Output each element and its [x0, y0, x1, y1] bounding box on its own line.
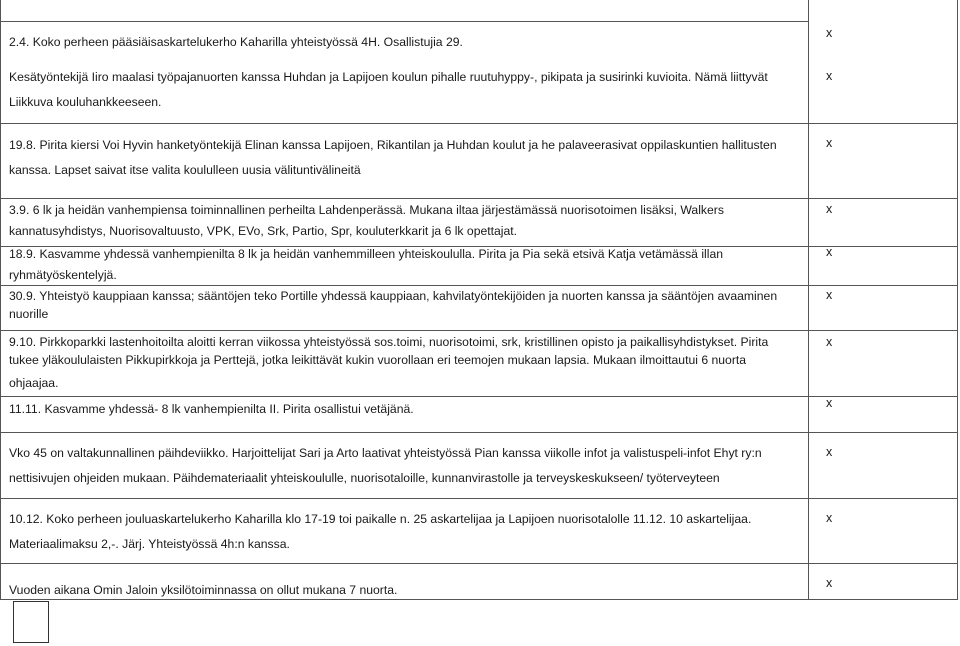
row-divider	[0, 123, 958, 124]
entry-text: ryhmätyöskentelyjä.	[9, 268, 117, 283]
entry-text: nettisivujen ohjeiden mukaan. Päihdemateriaalit yhteiskoululle, nuorisotaloille, kunnanvirastolle ja terveyskeskukseen/ työterveyteen	[9, 471, 720, 486]
entry-text: 2.4. Koko perheen pääsiäisaskartelukerho Kaharilla yhteistyössä 4H. Osallistujia 29.	[9, 35, 463, 49]
table-right-border	[957, 0, 958, 600]
entry-text: nuorille	[9, 307, 49, 322]
status-mark: x	[826, 136, 833, 150]
entry-text: 30.9. Yhteistyö kauppiaan kanssa; sääntöjen teko Portille yhdessä kauppiaan, kahvilatyöntekijöiden ja nuorten kanssa ja sääntöjen avaaminen	[9, 289, 778, 303]
entry-text: Vko 45 on valtakunnallinen päihdeviikko. Harjoittelijat Sari ja Arto laativat yhteistyössä Pian kanssa viikolle infot ja valistuspeli-infot Ehyt ry:n	[9, 446, 762, 460]
row-divider	[0, 330, 958, 331]
entry-text: 19.8. Pirita kiersi Voi Hyvin hanketyöntekijä Elinan kanssa Lapijoen, Rikantilan ja Huhdan koulut ja he palaveerasivat oppilaskuntien hallitusten	[9, 138, 777, 152]
row-divider	[0, 198, 958, 199]
entry-text: 11.11. Kasvamme yhdessä- 8 lk vanhempienilta II. Pirita osallistui vetäjänä.	[9, 402, 414, 416]
row-divider	[0, 432, 958, 433]
entry-text: kanssa. Lapset saivat itse valita koululleen uusia välituntivälineitä	[9, 163, 361, 178]
entry-text: 10.12. Koko perheen jouluaskartelukerho Kaharilla klo 17-19 toi paikalle n. 25 askartelijaa ja Lapijoen nuorisotalolle 11.12. 10 askartelijaa.	[9, 512, 752, 526]
checkbox[interactable]	[13, 601, 49, 643]
status-mark: x	[826, 576, 833, 590]
table-left-border	[0, 0, 1, 600]
row-divider	[0, 563, 958, 564]
entry-text: 18.9. Kasvamme yhdessä vanhempienilta 8 lk ja heidän vanhemmilleen yhteiskoululla. Pirita ja Pia sekä etsivä Katja vetämässä illan	[9, 247, 724, 261]
entry-text: Vuoden aikana Omin Jaloin yksilötoiminnassa on ollut mukana 7 nuorta.	[9, 583, 398, 597]
status-mark: x	[826, 511, 833, 525]
row-divider	[0, 498, 958, 499]
entry-text: Materiaalimaksu 2,-. Järj. Yhteistyössä 4h:n kanssa.	[9, 537, 290, 552]
entry-text: Liikkuva kouluhankkeeseen.	[9, 95, 162, 110]
status-mark: x	[826, 335, 833, 349]
status-mark: x	[826, 445, 833, 459]
status-mark: x	[826, 26, 833, 40]
entry-text: 3.9. 6 lk ja heidän vanhempiensa toiminnallinen perheilta Lahdenperässä. Mukana iltaa järjestämässä nuorisotoimen lisäksi, Walkers	[9, 203, 724, 217]
entry-text: ohjaajaa.	[9, 375, 59, 390]
entry-text: tukee yläkoululaisten Pikkupirkkoja ja Perttejä, jotka leikittävät kukin vuorollaan eri teemojen mukaan lapsia. Mukaan ilmoittautui 6 nuorta	[9, 353, 747, 368]
status-mark: x	[826, 69, 833, 83]
status-mark: x	[826, 396, 833, 410]
status-mark: x	[826, 202, 833, 216]
status-mark: x	[826, 245, 833, 259]
entry-text: kannatusyhdistys, Nuorisovaltuusto, VPK, EVo, Srk, Partio, Spr, kouluterkkarit ja 6 lk opettajat.	[9, 224, 518, 239]
status-mark: x	[826, 288, 833, 302]
entry-text: Kesätyöntekijä Iiro maalasi työpajanuorten kanssa Huhdan ja Lapijoen koulun pihalle ruutuhyppy-, pikipata ja susirinki kuvioita. Nämä liittyvät	[9, 70, 768, 84]
entry-text: 9.10. Pirkkoparkki lastenhoitoilta aloitti kerran viikossa yhteistyössä sos.toimi, nuorisotoimi, srk, kristillinen opisto ja paikallisyhdistykset. Pirita	[9, 335, 769, 349]
row-divider	[0, 21, 808, 22]
